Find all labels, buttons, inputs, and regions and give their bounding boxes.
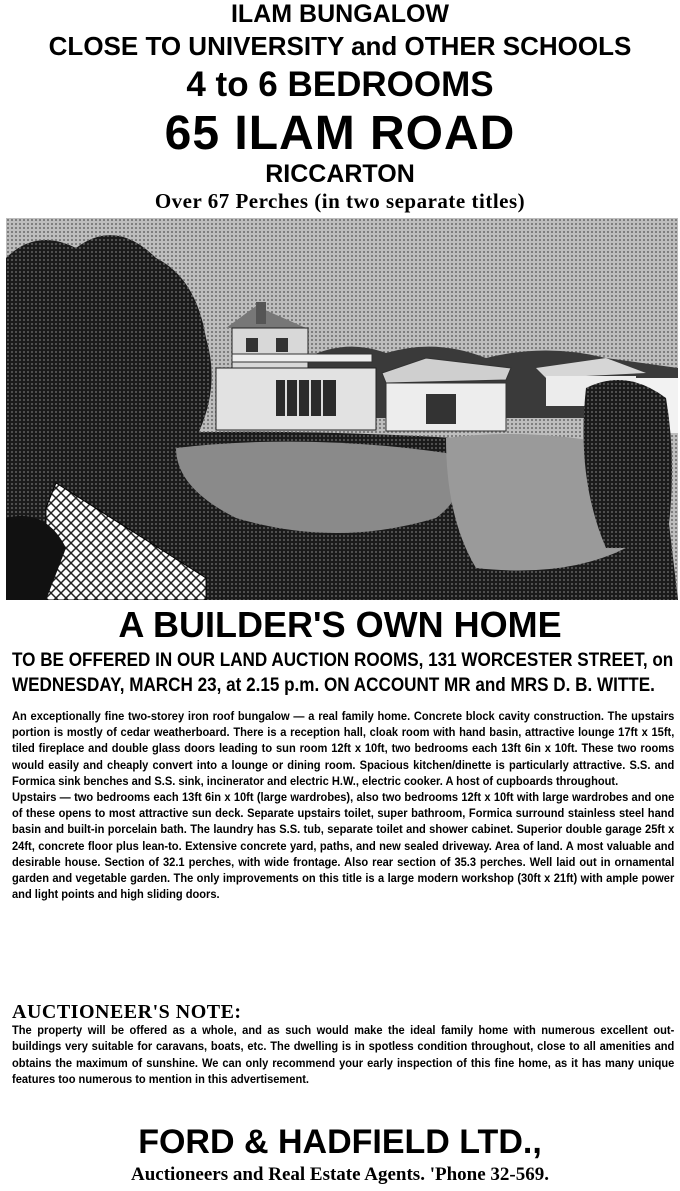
header-address: 65 ILAM ROAD	[164, 107, 516, 160]
firm-name: FORD & HADFIELD LTD.,	[138, 1123, 542, 1161]
header-bedrooms: 4 to 6 BEDROOMS	[186, 65, 494, 104]
house-photo	[6, 218, 678, 600]
header-suburb: RICCARTON	[265, 160, 415, 188]
description-paragraph-ground-floor: An exceptionally fine two-storey iron roof bungalow — a real family home. Concrete block cavity construction. The upstairs portion is mostly of cedar weatherboard. There is a reception hall, cloak room with hand basin, attractive lounge 17ft x 15ft, tiled fireplace and double glass doors leading to sun room 12ft x 10ft, two bedrooms each 13ft 6in x 10ft. These two rooms would easily and cheaply convert into a lounge or dining room. Spacious kitchen/dinette is particularly attractive. S.S. and Formica sink benches and S.S. sink, incinerator and electric H.W., electric cooker. A host of cupboards throughout.	[12, 709, 675, 788]
property-description	[12, 708, 674, 902]
header-land-area: Over 67 Perches (in two separate titles)	[154, 189, 526, 213]
auctioneer-note-title: AUCTIONEER'S NOTE:	[12, 1001, 242, 1023]
header-property-type: ILAM BUNGALOW	[230, 0, 450, 28]
description-paragraph-upstairs: Upstairs — two bedrooms each 13ft 6in x 10ft (large wardrobes), also two bedrooms 12ft x 10ft with large wardrobes and one of these opens to most attractive sun deck. Separate upstairs toilet, super bathroom, Formica surround stainless steel hand basin and built-in porcelain bath. The laundry has S.S. tub, separate toilet and shower cabinet. Superior double garage 25ft x 24ft, concrete floor plus lean-to. Extensive concrete yard, paths, and new sealed driveway. Area of land. A most valuable and desirable house. Section of 32.1 perches, with wide frontage. Also rear section of 35.3 perches. Well laid out in ornamental garden and vegetable garden. The only improvements on this title is a large modern workshop (30ft x 21ft) with ample power and light points and high sliding doors.	[12, 790, 675, 902]
header-location-note: CLOSE TO UNIVERSITY and OTHER SCHOOLS	[48, 31, 632, 61]
auctioneer-note-text: The property will be offered as a whole, and as such would make the ideal family home with numerous excellent out-buildings very suitable for caravans, boats, etc. The dwelling is in spotless condition throughout, close to all amenities and obtains the maximum of sunshine. We can only recommend your early inspection of this fine home, as it has many unique features too numerous to mention in this advertisement.	[12, 1023, 675, 1087]
auction-details	[12, 648, 674, 698]
firm-tagline: Auctioneers and Real Estate Agents. 'Phone 32-569.	[131, 1164, 549, 1185]
headline: A BUILDER'S OWN HOME	[118, 604, 562, 645]
auction-details-line-1: TO BE OFFERED IN OUR LAND AUCTION ROOMS, 131 WORCESTER STREET, on	[12, 650, 674, 671]
auction-details-line-2: WEDNESDAY, MARCH 23, at 2.15 p.m. ON ACCOUNT MR and MRS D. B. WITTE.	[12, 675, 655, 696]
